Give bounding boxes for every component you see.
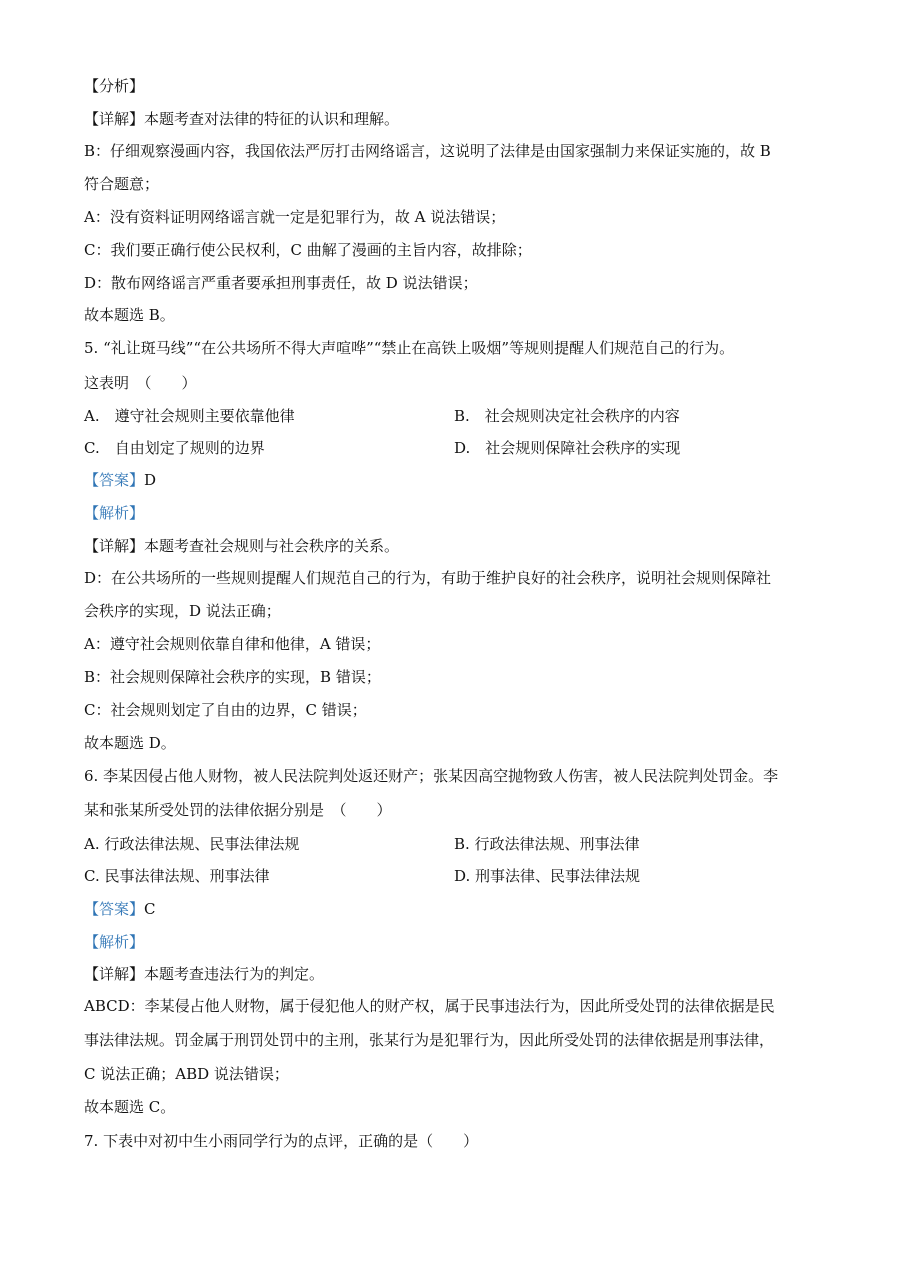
q5-option-d: D. 社会规则保障社会秩序的实现 xyxy=(454,439,681,457)
q4-explanation-b-line1: B：仔细观察漫画内容，我国依法严厉打击网络谣言，这说明了法律是由国家强制力来保证实施的，故 B xyxy=(84,142,771,160)
q6-stem-line1: 6. 李某因侵占他人财物，被人民法院判处返还财产；张某因高空抛物致人伤害，被人民法院判处罚金。李 xyxy=(84,767,779,785)
q6-explanation-line3: C 说法正确；ABD 说法错误； xyxy=(84,1065,289,1083)
q5-explanation-c: C：社会规则划定了自由的边界，C 错误； xyxy=(84,701,367,719)
q6-answer xyxy=(84,899,156,919)
q5-answer xyxy=(84,470,156,490)
q4-explanation-a: A：没有资料证明网络谣言就一定是犯罪行为，故 A 说法错误； xyxy=(84,208,506,226)
q6-stem-line2: 某和张某所受处罚的法律依据分别是 （ ） xyxy=(84,801,392,819)
q5-explanation-d-line2: 会秩序的实现，D 说法正确； xyxy=(84,602,281,620)
q5-stem-line1: 5. “礼让斑马线”“在公共场所不得大声喧哗”“禁止在高铁上吸烟”等规则提醒人们规范自己的行为。 xyxy=(84,339,735,357)
q5-detail: 【详解】本题考查社会规则与社会秩序的关系。 xyxy=(84,537,400,555)
q6-option-a: A. 行政法律法规、民事法律法规 xyxy=(84,835,300,853)
q6-option-b: B. 行政法律法规、刑事法律 xyxy=(454,835,640,853)
q6-option-c: C. 民事法律法规、刑事法律 xyxy=(84,867,270,885)
q7-stem: 7. 下表中对初中生小雨同学行为的点评，正确的是（ ） xyxy=(84,1132,479,1150)
q4-explanation-c: C：我们要正确行使公民权利，C 曲解了漫画的主旨内容，故排除； xyxy=(84,241,532,259)
q5-option-a: A. 遵守社会规则主要依靠他律 xyxy=(84,407,295,425)
answer-value: D xyxy=(144,471,157,489)
q4-conclusion: 故本题选 B。 xyxy=(84,306,175,324)
answer-value: C xyxy=(144,900,156,918)
q5-explanation-b: B：社会规则保障社会秩序的实现，B 错误； xyxy=(84,668,381,686)
q6-conclusion: 故本题选 C。 xyxy=(84,1098,176,1116)
q5-conclusion: 故本题选 D。 xyxy=(84,734,176,752)
answer-label: 【答案】 xyxy=(84,471,145,489)
q5-explanation-d-line1: D：在公共场所的一些规则提醒人们规范自己的行为，有助于维护良好的社会秩序，说明社会规则保障社 xyxy=(84,569,772,587)
q6-explanation-line1: ABCD：李某侵占他人财物，属于侵犯他人的财产权，属于民事违法行为，因此所受处罚的法律依据是民 xyxy=(84,997,775,1015)
q4-explanation-d: D：散布网络谣言严重者要承担刑事责任，故 D 说法错误； xyxy=(84,274,478,292)
q4-analysis-label: 【分析】 xyxy=(84,77,145,95)
q4-detail: 【详解】本题考查对法律的特征的认识和理解。 xyxy=(84,110,400,128)
q5-stem-line2: 这表明 （ ） xyxy=(84,374,197,392)
q6-detail: 【详解】本题考查违法行为的判定。 xyxy=(84,965,325,983)
q5-option-c: C. 自由划定了规则的边界 xyxy=(84,439,265,457)
q6-explanation-line2: 事法律法规。罚金属于刑罚处罚中的主刑，张某行为是犯罪行为，因此所受处罚的法律依据是刑事法律， xyxy=(84,1031,775,1049)
q6-option-d: D. 刑事法律、民事法律法规 xyxy=(454,867,641,885)
answer-label: 【答案】 xyxy=(84,900,145,918)
q5-option-b: B. 社会规则决定社会秩序的内容 xyxy=(454,407,680,425)
q5-analysis-label: 【解析】 xyxy=(84,504,145,522)
q5-explanation-a: A：遵守社会规则依靠自律和他律，A 错误； xyxy=(84,635,381,653)
q4-explanation-b-line2: 符合题意； xyxy=(84,175,160,193)
q6-analysis-label: 【解析】 xyxy=(84,933,145,951)
